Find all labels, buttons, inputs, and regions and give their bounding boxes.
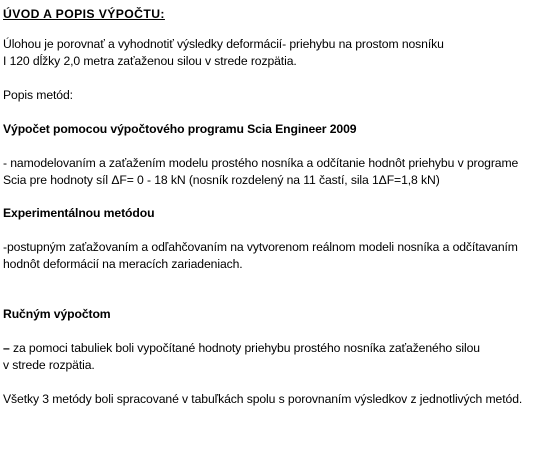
- section-experimental-line-1: -postupným zaťažovaním a odľahčovaním na vytvorenom reálnom modeli nosníka a odčítavaním: [3, 240, 518, 254]
- conclusion-line: Všetky 3 metódy boli spracované v tabuľkách spolu s porovnaním výsledkov z jednotlivých metód.: [3, 392, 523, 406]
- section-manual-line-2: v strede rozpätia.: [3, 358, 95, 372]
- section-manual-dash: –: [3, 341, 10, 355]
- section-heading-scia: Výpočet pomocou výpočtového programu Scia Engineer 2009: [3, 122, 357, 136]
- intro-line-1: Úlohou je porovnať a vyhodnotiť výsledky deformácií- priehybu na prostom nosníku: [3, 37, 444, 51]
- intro-line-2: I 120 dĺžky 2,0 metra zaťaženou silou v strede rozpätia.: [3, 54, 297, 68]
- section-manual-line-1: [3, 340, 480, 356]
- section-scia-line-2: Scia pre hodnoty síl ΔF= 0 - 18 kN (nosník rozdelený na 11 častí, sila 1ΔF=1,8 kN): [3, 173, 440, 187]
- section-heading-manual: Ručným výpočtom: [3, 307, 111, 321]
- section-manual-line-1-text: za pomoci tabuliek boli vypočítané hodnoty priehybu prostého nosníka zaťaženého silou: [9, 341, 480, 355]
- methods-label: Popis metód:: [3, 88, 73, 102]
- document-title: ÚVOD A POPIS VÝPOČTU:: [3, 7, 165, 21]
- section-scia-line-1: - namodelovaním a zaťažením modelu prostého nosníka a odčítanie hodnôt priehybu v programe: [3, 156, 519, 170]
- section-experimental-line-2: hodnôt deformácií na meracích zariadeniach.: [3, 257, 243, 271]
- section-heading-experimental: Experimentálnou metódou: [3, 206, 155, 220]
